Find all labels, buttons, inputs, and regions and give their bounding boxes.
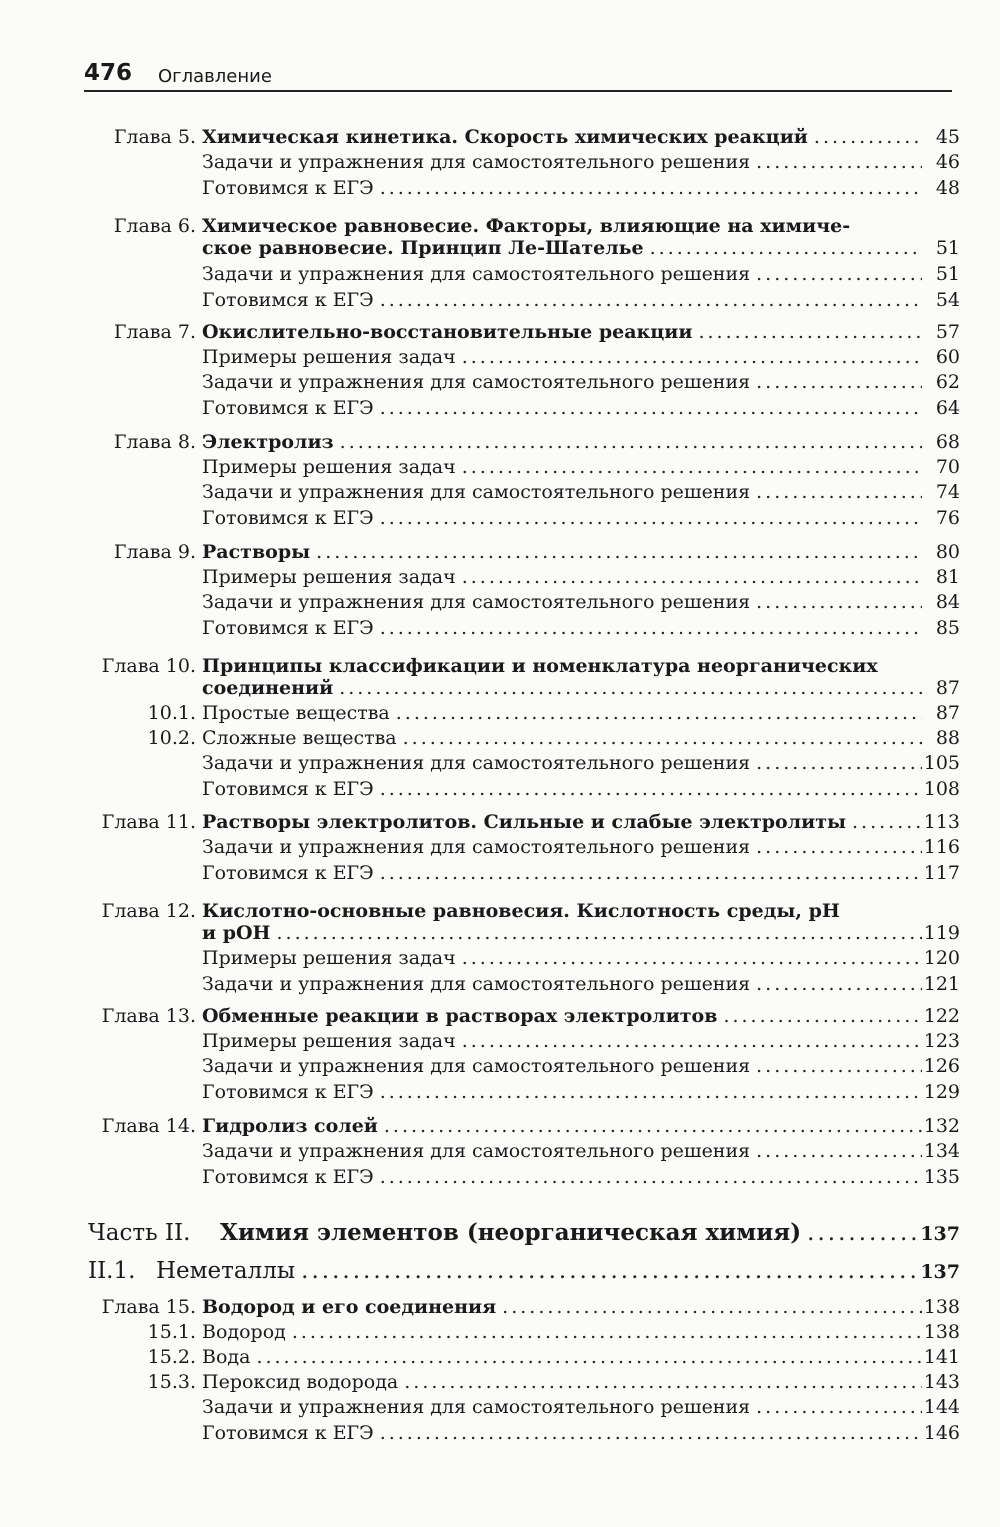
toc-entry-title: Принципы классификации и номенклатура неорганических xyxy=(202,655,878,677)
toc-entry-title: Задачи и упражнения для самостоятельного решения xyxy=(202,1140,751,1162)
toc-entry-page: 108 xyxy=(923,778,960,800)
toc-entry-label: 15.2. xyxy=(147,1346,196,1368)
running-head-title: Оглавление xyxy=(158,66,272,87)
toc-entry xyxy=(84,370,960,395)
dot-leader xyxy=(456,565,922,590)
toc-entry xyxy=(84,946,960,971)
toc-entry-page: 57 xyxy=(935,321,960,343)
toc-entry-label: Глава 14. xyxy=(101,1115,196,1137)
dot-leader xyxy=(750,590,922,615)
dot-leader xyxy=(496,1295,922,1320)
toc-entry-title: Готовимся к ЕГЭ xyxy=(202,617,374,639)
dot-leader xyxy=(374,1421,922,1446)
dot-leader xyxy=(750,480,922,505)
toc-entry-title: Примеры решения задач xyxy=(202,1030,456,1052)
toc-entry xyxy=(84,262,960,287)
toc-entry-title: Примеры решения задач xyxy=(202,346,456,368)
toc-entry-title: Примеры решения задач xyxy=(202,456,456,478)
toc-entry-title: Готовимся к ЕГЭ xyxy=(202,397,374,419)
toc-entry-label: Глава 6. xyxy=(113,215,196,237)
dot-leader xyxy=(250,1345,922,1370)
toc-entry-title: Готовимся к ЕГЭ xyxy=(202,177,374,199)
toc-entry-page: 146 xyxy=(923,1422,960,1444)
dot-leader xyxy=(374,1165,922,1190)
toc-entry-label: Глава 12. xyxy=(101,900,196,922)
toc-entry-page: 122 xyxy=(923,1005,960,1027)
toc-entry-title: Задачи и упражнения для самостоятельного решения xyxy=(202,1055,751,1077)
toc-entry-title: Задачи и упражнения для самостоятельного решения xyxy=(202,371,751,393)
toc-entry-page: 62 xyxy=(935,371,960,393)
toc-entry-title: ское равновесие. Принцип Ле-Шателье xyxy=(202,237,644,259)
toc-entry xyxy=(84,1395,960,1420)
toc-entry xyxy=(84,565,960,590)
toc-entry-title: Задачи и упражнения для самостоятельного решения xyxy=(202,591,751,613)
toc-entry-title: Вода xyxy=(202,1346,251,1368)
toc-entry-page: 54 xyxy=(935,289,960,311)
toc-entry xyxy=(84,726,960,751)
toc-entry-title: Задачи и упражнения для самостоятельного решения xyxy=(202,1396,751,1418)
toc-entry xyxy=(84,480,960,505)
toc-entry-label: 15.3. xyxy=(147,1371,196,1393)
toc-entry-page: 138 xyxy=(923,1296,960,1318)
toc-entry-title: Готовимся к ЕГЭ xyxy=(202,862,374,884)
toc-entry-page: 70 xyxy=(935,456,960,478)
toc-entry-title: и pOH xyxy=(202,922,271,944)
dot-leader xyxy=(397,726,922,751)
toc-entry xyxy=(84,590,960,615)
dot-leader xyxy=(644,236,922,261)
dot-leader xyxy=(750,1395,922,1420)
toc-entry xyxy=(84,1345,960,1370)
toc-entry-title: Готовимся к ЕГЭ xyxy=(202,1422,374,1444)
toc-entry-label: Часть II. xyxy=(88,1220,191,1246)
toc-entry-page: 137 xyxy=(920,1223,960,1245)
dot-leader xyxy=(750,370,922,395)
toc-entry-page: 126 xyxy=(923,1055,960,1077)
dot-leader xyxy=(692,320,922,345)
toc-entry-title: Окислительно-восстановительные реакции xyxy=(202,321,693,343)
toc-entry-page: 116 xyxy=(923,836,960,858)
toc-entry-page: 76 xyxy=(935,507,960,529)
dot-leader xyxy=(398,1370,922,1395)
toc-entry-page: 81 xyxy=(935,566,960,588)
toc-entry-label: Глава 5. xyxy=(113,126,196,148)
toc-entry-page: 51 xyxy=(935,263,960,285)
toc-entry-title: Сложные вещества xyxy=(202,727,397,749)
toc-entry xyxy=(84,540,960,565)
dot-leader xyxy=(456,946,922,971)
toc-entry xyxy=(84,125,960,150)
toc-entry-label: Глава 7. xyxy=(113,321,196,343)
toc-entry-page: 135 xyxy=(923,1166,960,1188)
toc-entry xyxy=(84,1295,960,1320)
toc-entry-title: Задачи и упражнения для самостоятельного решения xyxy=(202,481,751,503)
page-number: 476 xyxy=(84,60,133,86)
toc-entry-page: 137 xyxy=(920,1261,960,1283)
toc-entry xyxy=(84,701,960,726)
toc-part-row xyxy=(84,1218,960,1248)
toc-entry-title: Готовимся к ЕГЭ xyxy=(202,778,374,800)
toc-entry-label: Глава 13. xyxy=(101,1005,196,1027)
toc-entry-title: Пероксид водорода xyxy=(202,1371,399,1393)
toc-entry-page: 119 xyxy=(923,922,960,944)
toc-entry xyxy=(84,1080,960,1105)
toc-entry-page: 51 xyxy=(935,237,960,259)
dot-leader xyxy=(717,1004,922,1029)
toc-entry-page: 132 xyxy=(923,1115,960,1137)
toc-entry-title: Неметаллы xyxy=(156,1258,296,1284)
dot-leader xyxy=(378,1114,922,1139)
toc-entry-title: Растворы электролитов. Сильные и слабые электролиты xyxy=(202,811,847,833)
toc-entry-page: 117 xyxy=(923,862,960,884)
toc-entry xyxy=(84,430,960,455)
toc-entry-label: 15.1. xyxy=(147,1321,196,1343)
toc-entry xyxy=(84,506,960,531)
dot-leader xyxy=(374,777,922,802)
toc-entry xyxy=(84,1004,960,1029)
toc-entry-title: Химическая кинетика. Скорость химических реакций xyxy=(202,126,808,148)
toc-entry-page: 64 xyxy=(935,397,960,419)
toc-entry-label: Глава 9. xyxy=(113,541,196,563)
toc-entry-title: Водород и его соединения xyxy=(202,1296,497,1318)
toc-entry-title: Химия элементов (неорганическая химия) xyxy=(220,1219,802,1246)
toc-entry-page: 87 xyxy=(935,677,960,699)
toc-entry xyxy=(84,320,960,345)
toc-entry-title: соединений xyxy=(202,677,334,699)
dot-leader xyxy=(374,861,922,886)
toc-entry-page: 87 xyxy=(935,702,960,724)
toc-entry xyxy=(84,1029,960,1054)
toc-entry xyxy=(84,1320,960,1345)
toc-entry-title: Задачи и упражнения для самостоятельного решения xyxy=(202,836,751,858)
toc-entry xyxy=(84,1054,960,1079)
toc-entry-title: Готовимся к ЕГЭ xyxy=(202,507,374,529)
toc-entry-title: Задачи и упражнения для самостоятельного решения xyxy=(202,973,751,995)
toc-entry-label: 10.1. xyxy=(147,702,196,724)
toc-entry-page: 45 xyxy=(935,126,960,148)
toc-entry-page: 143 xyxy=(923,1371,960,1393)
toc-entry-label: 10.2. xyxy=(147,727,196,749)
toc-entry-label: Глава 11. xyxy=(101,811,196,833)
toc-entry xyxy=(84,810,960,835)
dot-leader xyxy=(374,176,922,201)
dot-leader xyxy=(374,288,922,313)
toc-entry-label: Глава 10. xyxy=(101,655,196,677)
toc-entry xyxy=(84,1421,960,1446)
toc-entry xyxy=(84,396,960,421)
toc-entry-page: 74 xyxy=(935,481,960,503)
toc-entry-label: Глава 8. xyxy=(113,431,196,453)
toc-entry-page: 48 xyxy=(935,177,960,199)
dot-leader xyxy=(456,1029,922,1054)
toc-entry-title: Простые вещества xyxy=(202,702,390,724)
toc-entry-title: Гидролиз солей xyxy=(202,1115,378,1137)
toc-entry xyxy=(84,676,960,701)
toc-entry-title: Задачи и упражнения для самостоятельного решения xyxy=(202,263,751,285)
toc-entry-title: Электролиз xyxy=(202,431,334,453)
toc-entry xyxy=(84,1139,960,1164)
toc-section-row xyxy=(84,1256,960,1286)
toc-entry-page: 134 xyxy=(923,1140,960,1162)
toc-entry xyxy=(84,236,960,261)
dot-leader xyxy=(456,455,922,480)
toc-entry-page: 68 xyxy=(935,431,960,453)
toc-entry-title: Задачи и упражнения для самостоятельного решения xyxy=(202,151,751,173)
dot-leader xyxy=(374,396,922,421)
toc-entry xyxy=(84,345,960,370)
dot-leader xyxy=(846,810,922,835)
toc-entry xyxy=(84,777,960,802)
toc-entry xyxy=(84,861,960,886)
toc-entry-title: Готовимся к ЕГЭ xyxy=(202,1081,374,1103)
toc-entry xyxy=(84,1165,960,1190)
toc-entry-title: Готовимся к ЕГЭ xyxy=(202,1166,374,1188)
toc-entry-title: Химическое равновесие. Факторы, влияющие на химиче- xyxy=(202,215,851,237)
toc-entry-page: 123 xyxy=(923,1030,960,1052)
toc-entry-page: 88 xyxy=(935,727,960,749)
toc-entry xyxy=(84,751,960,776)
toc-entry xyxy=(84,835,960,860)
dot-leader xyxy=(750,835,922,860)
toc-entry-page: 46 xyxy=(935,151,960,173)
toc-entry-label: II.1. xyxy=(88,1258,136,1284)
toc-entry-page: 121 xyxy=(923,973,960,995)
toc-entry xyxy=(84,616,960,641)
dot-leader xyxy=(334,430,922,455)
dot-leader xyxy=(801,1218,920,1248)
toc-entry-page: 138 xyxy=(923,1321,960,1343)
toc-entry-title: Готовимся к ЕГЭ xyxy=(202,289,374,311)
dot-leader xyxy=(295,1256,920,1286)
toc-entry-title: Обменные реакции в растворах электролитов xyxy=(202,1005,718,1027)
dot-leader xyxy=(808,125,922,150)
toc-entry xyxy=(84,288,960,313)
dot-leader xyxy=(750,751,922,776)
dot-leader xyxy=(750,972,922,997)
toc-entry-title: Кислотно-основные равновесия. Кислотность среды, pH xyxy=(202,900,840,922)
toc-entry xyxy=(84,1114,960,1139)
toc-entry-page: 129 xyxy=(923,1081,960,1103)
toc-entry-page: 84 xyxy=(935,591,960,613)
toc-entry-page: 85 xyxy=(935,617,960,639)
dot-leader xyxy=(374,506,922,531)
toc-entry xyxy=(84,921,960,946)
dot-leader xyxy=(750,1139,922,1164)
toc-entry-title: Примеры решения задач xyxy=(202,947,456,969)
toc-entry-title: Задачи и упражнения для самостоятельного решения xyxy=(202,752,751,774)
toc-entry-title: Примеры решения задач xyxy=(202,566,456,588)
toc-entry-page: 113 xyxy=(923,811,960,833)
toc-entry-page: 141 xyxy=(923,1346,960,1368)
dot-leader xyxy=(374,1080,922,1105)
toc-entry xyxy=(84,176,960,201)
dot-leader xyxy=(286,1320,922,1345)
toc-entry xyxy=(84,455,960,480)
toc-entry-page: 120 xyxy=(923,947,960,969)
running-head xyxy=(84,60,952,92)
toc-entry-page: 105 xyxy=(923,752,960,774)
dot-leader xyxy=(310,540,922,565)
dot-leader xyxy=(750,262,922,287)
dot-leader xyxy=(374,616,922,641)
dot-leader xyxy=(271,921,923,946)
dot-leader xyxy=(333,676,922,701)
dot-leader xyxy=(390,701,922,726)
toc-entry xyxy=(84,1370,960,1395)
toc-entry-title: Растворы xyxy=(202,541,311,563)
dot-leader xyxy=(456,345,922,370)
toc-entry xyxy=(84,150,960,175)
dot-leader xyxy=(750,1054,922,1079)
toc-entry-title: Водород xyxy=(202,1321,286,1343)
toc-entry-page: 80 xyxy=(935,541,960,563)
dot-leader xyxy=(750,150,922,175)
toc-entry xyxy=(84,972,960,997)
toc-entry-page: 144 xyxy=(923,1396,960,1418)
toc-entry-label: Глава 15. xyxy=(101,1296,196,1318)
toc-entry-page: 60 xyxy=(935,346,960,368)
